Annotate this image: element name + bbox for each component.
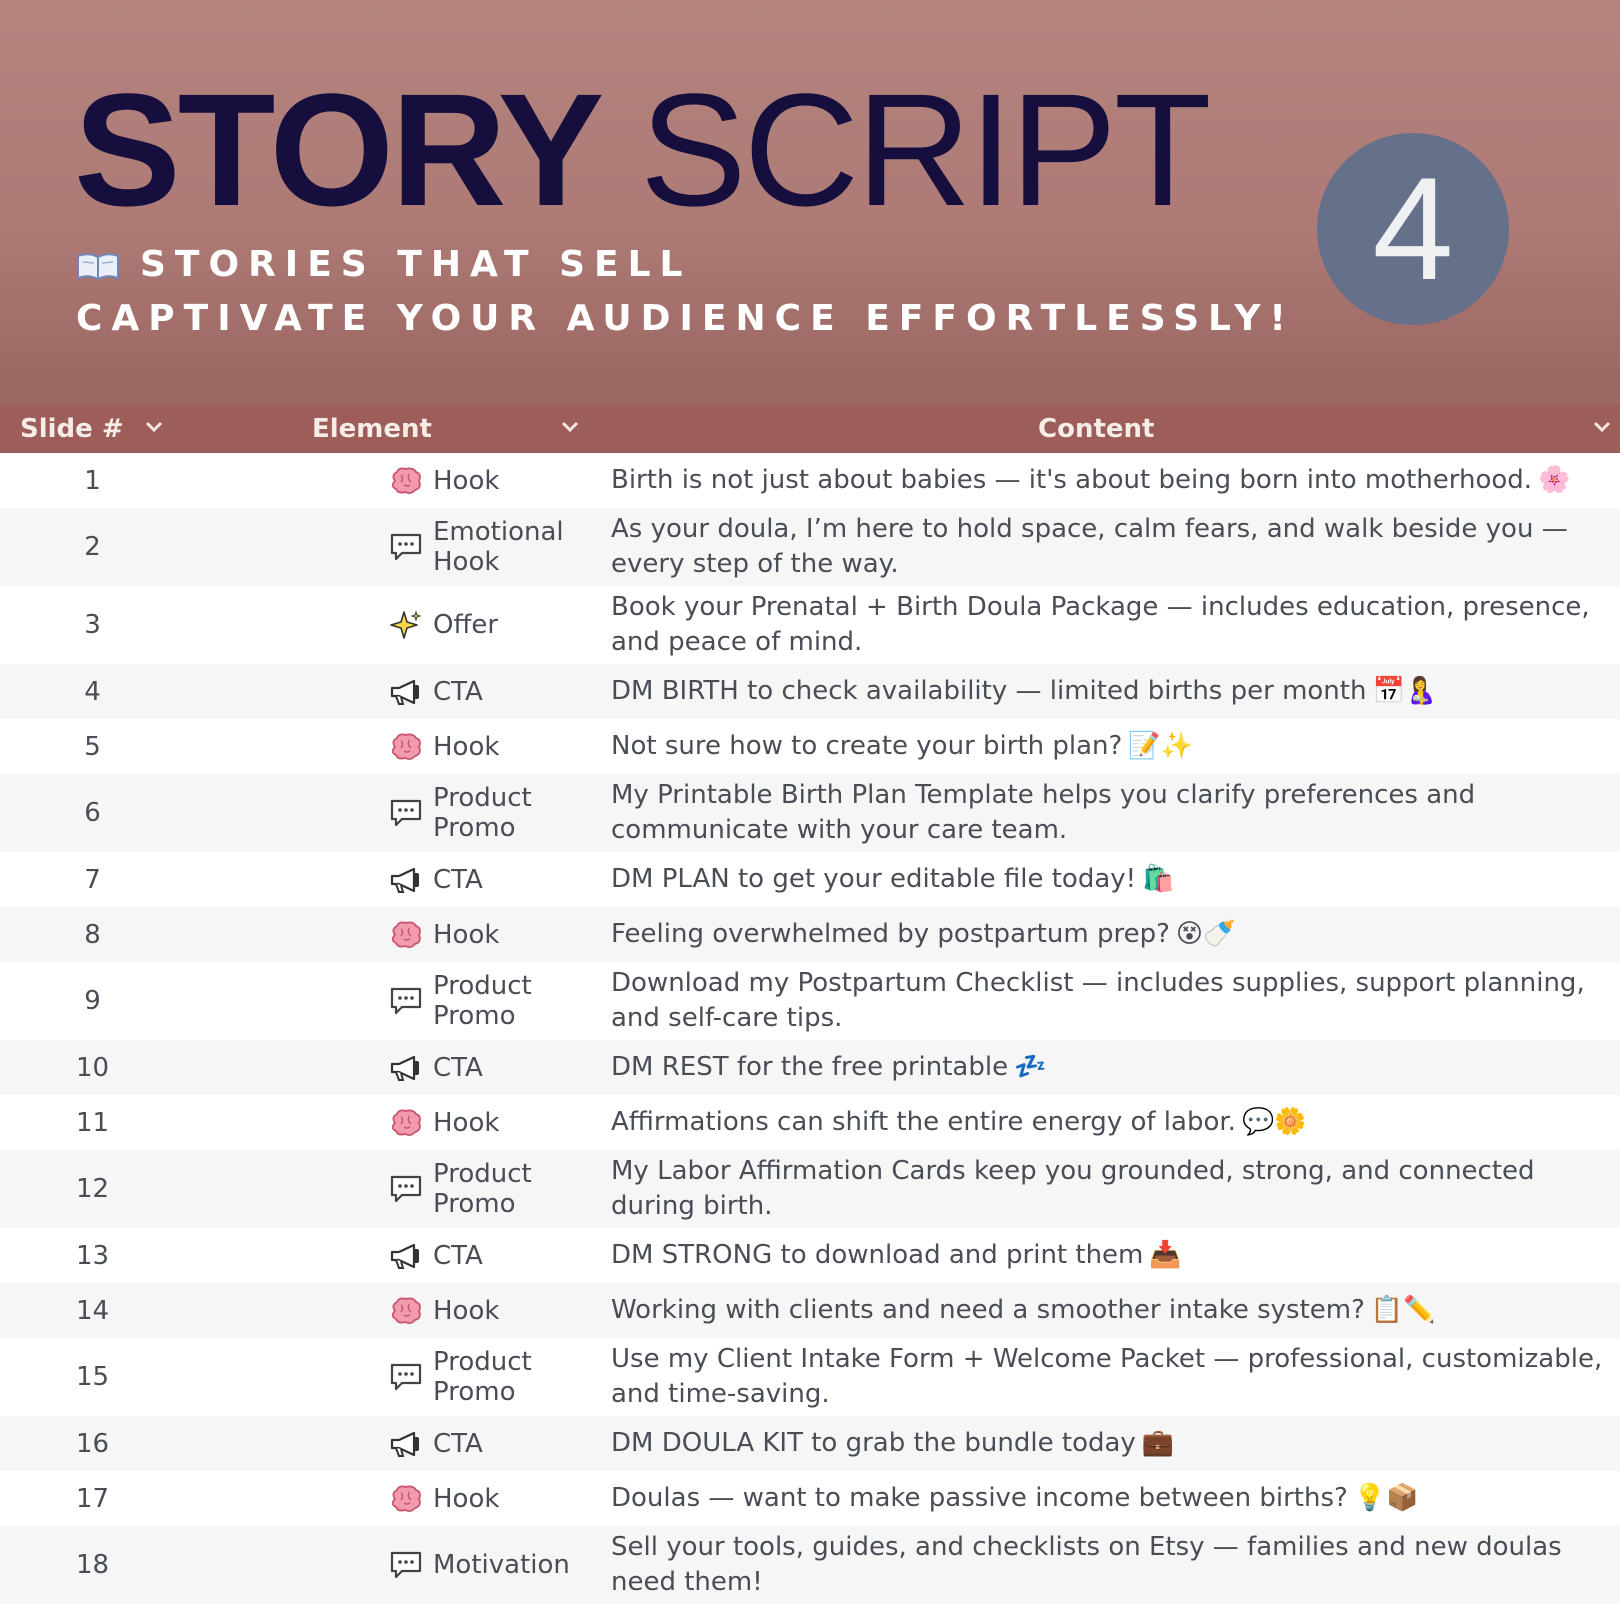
element-cell (185, 1283, 601, 1338)
column-header-content[interactable] (601, 405, 1620, 453)
step-number-badge: 4 (1317, 133, 1509, 325)
content-cell (601, 586, 1620, 664)
table-row[interactable] (0, 1095, 1620, 1150)
content-text: Doulas — want to make passive income between births? (611, 1483, 1348, 1513)
content-text: DM STRONG to download and print them (611, 1240, 1144, 1270)
column-header-element[interactable] (185, 405, 601, 453)
chevron-down-icon[interactable] (559, 415, 581, 443)
content-text: Use my Client Intake Form + Welcome Packet — professional, customizable, and time-saving. (611, 1344, 1603, 1409)
content-text: Birth is not just about babies — it's about being born into motherhood. (611, 465, 1533, 495)
content-emoji: 🛍️ (1142, 864, 1175, 894)
element-label: Hook (433, 465, 500, 496)
slide-number-cell: 4 (0, 664, 185, 719)
element-label: Motivation (433, 1550, 570, 1580)
content-cell (601, 453, 1620, 508)
table-row[interactable] (0, 1040, 1620, 1095)
slide-number-cell: 6 (0, 774, 185, 852)
column-label-slide: Slide # (20, 414, 124, 444)
content-text: My Labor Affirmation Cards keep you grounded, strong, and connected during birth. (611, 1156, 1535, 1221)
header-banner (0, 0, 1620, 407)
element-cell (185, 1095, 601, 1150)
element-cell (185, 907, 601, 962)
content-emoji: 💤 (1014, 1052, 1047, 1082)
subtitle-line-2: CAPTIVATE YOUR AUDIENCE EFFORTLESSLY! (76, 298, 1295, 339)
element-label: Hook (433, 1483, 500, 1514)
slide-number-cell: 14 (0, 1283, 185, 1338)
table-row[interactable] (0, 453, 1620, 508)
megaphone-icon (389, 677, 423, 707)
element-cell (185, 962, 601, 1040)
content-text: DM BIRTH to check availability — limited births per month (611, 676, 1367, 706)
element-cell (185, 1040, 601, 1095)
slide-number-cell: 5 (0, 719, 185, 774)
column-label-element: Element (312, 414, 432, 444)
element-cell (185, 1471, 601, 1526)
slide-number-cell: 7 (0, 852, 185, 907)
element-cell (185, 774, 601, 852)
content-cell (601, 852, 1620, 907)
table-row[interactable] (0, 962, 1620, 1040)
content-cell (601, 962, 1620, 1040)
title-thin: SCRIPT (639, 60, 1209, 239)
content-text: Working with clients and need a smoother intake system? (611, 1295, 1365, 1325)
element-label: Hook (433, 919, 500, 950)
table-row[interactable] (0, 1283, 1620, 1338)
table-row[interactable] (0, 1338, 1620, 1416)
element-cell (185, 719, 601, 774)
content-cell (601, 719, 1620, 774)
element-label: Product Promo (433, 783, 532, 843)
content-emoji: 💼 (1141, 1428, 1175, 1458)
element-label: CTA (433, 864, 483, 895)
table-row[interactable] (0, 719, 1620, 774)
content-text: Feeling overwhelmed by postpartum prep? (611, 919, 1170, 949)
content-emoji: 💡📦 (1353, 1483, 1419, 1513)
element-label: Product Promo (433, 1159, 532, 1219)
element-label: Hook (433, 1295, 500, 1326)
content-text: DM REST for the free printable (611, 1052, 1009, 1082)
content-text: DM DOULA KIT to grab the bundle today (611, 1428, 1136, 1458)
speech-bubble-icon (389, 1362, 423, 1392)
table-row[interactable] (0, 664, 1620, 719)
slide-number-cell: 13 (0, 1228, 185, 1283)
megaphone-icon (389, 1053, 423, 1083)
content-cell (601, 1338, 1620, 1416)
content-emoji: 📥 (1149, 1240, 1182, 1270)
megaphone-icon (389, 1241, 423, 1271)
page-title (74, 60, 1209, 239)
open-book-icon (76, 250, 120, 280)
content-text: Not sure how to create your birth plan? (611, 731, 1123, 761)
table-row[interactable] (0, 774, 1620, 852)
content-text: Sell your tools, guides, and checklists on Etsy — families and new doulas need them! (611, 1532, 1562, 1597)
element-label: Offer (433, 610, 499, 640)
element-label: CTA (433, 1052, 483, 1083)
element-cell (185, 586, 601, 664)
content-emoji: 📝✨ (1128, 731, 1194, 761)
brain-icon (389, 466, 423, 496)
content-cell (601, 1095, 1620, 1150)
element-label: CTA (433, 676, 483, 707)
slide-number-cell: 17 (0, 1471, 185, 1526)
element-cell (185, 664, 601, 719)
table-header-row (0, 405, 1620, 453)
chevron-down-icon[interactable] (1591, 415, 1613, 443)
table-row[interactable] (0, 508, 1620, 586)
element-cell (185, 508, 601, 586)
table-body (0, 453, 1620, 1604)
element-label: Product Promo (433, 1347, 532, 1407)
content-text: Download my Postpartum Checklist — includes supplies, support planning, and self-care tips. (611, 968, 1585, 1033)
content-cell (601, 1471, 1620, 1526)
speech-bubble-icon (389, 532, 423, 562)
table-row[interactable] (0, 1150, 1620, 1228)
content-cell (601, 1150, 1620, 1228)
content-text: My Printable Birth Plan Template helps you clarify preferences and communicate with your care team. (611, 780, 1476, 845)
subtitle-text-1: STORIES THAT SELL (140, 244, 692, 285)
chevron-down-icon[interactable] (143, 415, 165, 443)
content-cell (601, 907, 1620, 962)
element-label: Hook (433, 731, 500, 762)
table-row[interactable] (0, 852, 1620, 907)
content-cell (601, 1416, 1620, 1471)
brain-icon (389, 1484, 423, 1514)
content-cell (601, 1040, 1620, 1095)
megaphone-icon (389, 865, 423, 895)
element-cell (185, 1338, 601, 1416)
brain-icon (389, 1296, 423, 1326)
element-label: CTA (433, 1240, 483, 1271)
element-label: Emotional Hook (433, 517, 564, 577)
content-text: Affirmations can shift the entire energy of labor. (611, 1107, 1236, 1137)
element-cell (185, 1150, 601, 1228)
table-row[interactable] (0, 1471, 1620, 1526)
content-emoji: 💬🌼 (1241, 1107, 1307, 1137)
content-emoji: 📋✏️ (1370, 1295, 1436, 1325)
column-header-slide[interactable] (0, 405, 185, 453)
element-cell (185, 1526, 601, 1604)
content-emoji: 📅🤱 (1372, 676, 1438, 706)
story-script-table (0, 405, 1620, 1604)
slide-number-cell: 3 (0, 586, 185, 664)
slide-number-cell: 11 (0, 1095, 185, 1150)
table-row[interactable] (0, 907, 1620, 962)
slide-number-cell: 16 (0, 1416, 185, 1471)
speech-bubble-icon (389, 798, 423, 828)
slide-number-cell: 12 (0, 1150, 185, 1228)
slide-number-cell: 1 (0, 453, 185, 508)
element-cell (185, 852, 601, 907)
content-cell (601, 774, 1620, 852)
content-cell (601, 1526, 1620, 1604)
slide-number-cell: 10 (0, 1040, 185, 1095)
speech-bubble-icon (389, 1174, 423, 1204)
sparkles-icon (389, 610, 423, 640)
content-text: As your doula, I’m here to hold space, calm fears, and walk beside you — every step of the way. (611, 514, 1568, 579)
content-cell (601, 1283, 1620, 1338)
subtitle-line-1 (76, 244, 692, 285)
megaphone-icon (389, 1429, 423, 1459)
element-label: CTA (433, 1428, 483, 1459)
speech-bubble-icon (389, 1550, 423, 1580)
brain-icon (389, 920, 423, 950)
element-cell (185, 1228, 601, 1283)
slide-number-cell: 18 (0, 1526, 185, 1604)
slide-number-cell: 9 (0, 962, 185, 1040)
brain-icon (389, 1108, 423, 1138)
content-emoji: 🌸 (1538, 465, 1571, 495)
element-cell (185, 1416, 601, 1471)
table-row[interactable] (0, 586, 1620, 664)
content-cell (601, 1228, 1620, 1283)
slide-number-cell: 15 (0, 1338, 185, 1416)
brain-icon (389, 732, 423, 762)
column-label-content: Content (1038, 414, 1155, 444)
speech-bubble-icon (389, 986, 423, 1016)
content-cell (601, 508, 1620, 586)
slide-number-cell: 2 (0, 508, 185, 586)
slide-number-cell: 8 (0, 907, 185, 962)
table-row[interactable] (0, 1526, 1620, 1604)
title-bold: STORY (74, 60, 599, 239)
content-text: DM PLAN to get your editable file today! (611, 864, 1137, 894)
content-cell (601, 664, 1620, 719)
element-cell (185, 453, 601, 508)
element-label: Product Promo (433, 971, 532, 1031)
table-row[interactable] (0, 1416, 1620, 1471)
content-emoji: 😵🍼 (1175, 919, 1236, 949)
element-label: Hook (433, 1107, 500, 1138)
content-text: Book your Prenatal + Birth Doula Package — includes education, presence, and peace of mind. (611, 592, 1590, 657)
table-row[interactable] (0, 1228, 1620, 1283)
